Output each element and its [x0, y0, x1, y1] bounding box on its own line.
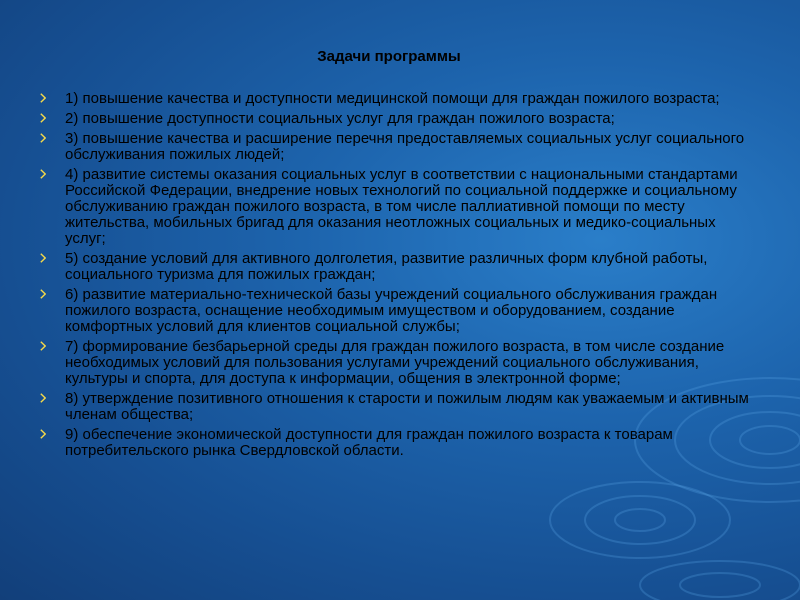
list-item [40, 391, 760, 423]
list-item-text: 8) утверждение позитивного отношения к старости и пожилым людям как уважаемым и активным членам общества; [65, 390, 749, 423]
chevron-right-icon [40, 289, 46, 299]
list-item [40, 339, 760, 387]
chevron-right-icon [40, 253, 46, 263]
list-item-text: 7) формирование безбарьерной среды для граждан пожилого возраста, в том числе создание необходимых условий для пользования услугами учреждений социального обслуживания, культуры и спорта, для доступа к информации, общения в электронной форме; [65, 338, 725, 387]
list-item-text: 4) развитие системы оказания социальных услуг в соответствии с национальными стандартами Российской Федерации, внедрение новых технологий по социальной поддержке и социальному обслуживанию граждан пожилого возраста, в том числе паллиативной помощи по месту жительства, мобильных бригад для оказания неотложных социальных и медико-социальных услуг; [65, 166, 738, 247]
list-item-text: 9) обеспечение экономической доступности для граждан пожилого возраста к товарам потребительского рынка Свердловской области. [65, 426, 673, 459]
list-item [40, 251, 760, 283]
list-item [40, 131, 760, 163]
list-item [40, 167, 760, 247]
list-item [40, 91, 760, 107]
list-item-text: 5) создание условий для активного долголетия, развитие различных форм клубной работы, социального туризма для пожилых граждан; [65, 250, 708, 283]
chevron-right-icon [40, 341, 46, 351]
list-item [40, 111, 760, 127]
slide-title: Задачи программы [317, 48, 461, 65]
chevron-right-icon [40, 113, 46, 123]
chevron-right-icon [40, 93, 46, 103]
chevron-right-icon [40, 169, 46, 179]
list-item-text: 6) развитие материально-технической базы учреждений социального обслуживания граждан пожилого возраста, оснащение необходимым имуществом и оборудованием, создание комфортных условий для клиентов социальной службы; [65, 286, 718, 335]
chevron-right-icon [40, 393, 46, 403]
chevron-right-icon [40, 133, 46, 143]
list-item [40, 287, 760, 335]
list-item [40, 427, 760, 459]
list-item-text: 3) повышение качества и расширение перечня предоставляемых социальных услуг социального обслуживания пожилых людей; [65, 130, 745, 163]
list-item-text: 2) повышение доступности социальных услуг для граждан пожилого возраста; [65, 110, 615, 127]
chevron-right-icon [40, 429, 46, 439]
list-item-text: 1) повышение качества и доступности медицинской помощи для граждан пожилого возраста; [65, 90, 720, 107]
task-list [40, 91, 760, 463]
